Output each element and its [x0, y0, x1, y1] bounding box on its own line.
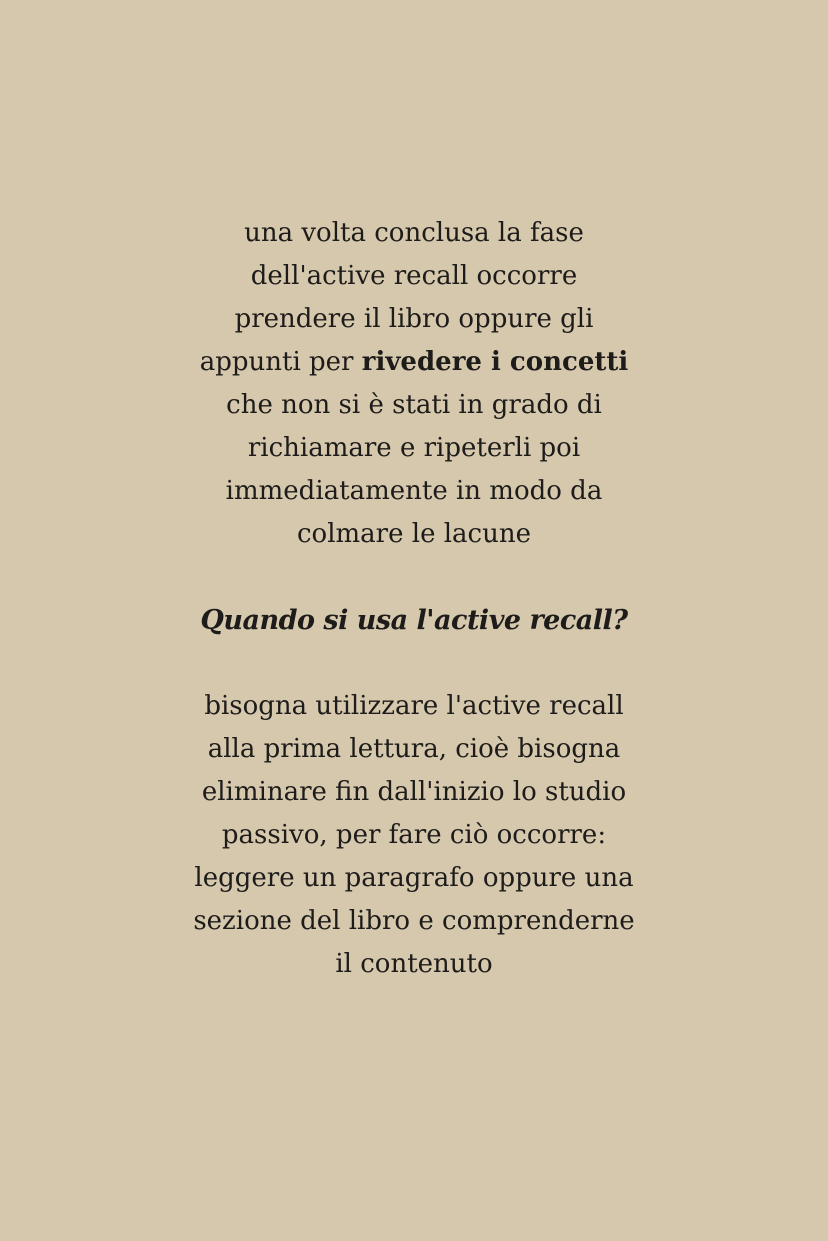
paragraph-line: eliminare fin dall'inizio lo studio: [201, 777, 627, 807]
paragraph-line: alla prima lettura, cioè bisogna: [207, 734, 621, 764]
paragraph-text: appunti per: [199, 347, 362, 377]
paragraph-line: prendere il libro oppure gli: [234, 304, 594, 334]
paragraph-line: una volta conclusa la fase: [244, 218, 584, 248]
paragraph-line: immediatamente in modo da: [225, 476, 603, 506]
paragraph-line: colmare le lacune: [297, 519, 531, 549]
paragraph-line: il contenuto: [335, 949, 493, 979]
paragraph-line: [0, 341, 828, 384]
paragraph-line: passivo, per fare ciò occorre:: [221, 820, 607, 850]
paragraph-line: bisogna utilizzare l'active recall: [204, 691, 624, 721]
paragraph-line: leggere un paragrafo oppure una: [194, 863, 634, 893]
paragraph-line: che non si è stati in grado di: [226, 390, 602, 420]
section-heading: Quando si usa l'active recall?: [200, 605, 628, 636]
paragraph-line: richiamare e ripeterli poi: [247, 433, 581, 463]
paragraph-line: sezione del libro e comprenderne: [193, 906, 635, 936]
emphasis-text: rivedere i concetti: [361, 347, 629, 377]
intro-paragraph: [0, 212, 828, 556]
paragraph-line: dell'active recall occorre: [250, 261, 578, 291]
body-paragraph: [0, 685, 828, 986]
